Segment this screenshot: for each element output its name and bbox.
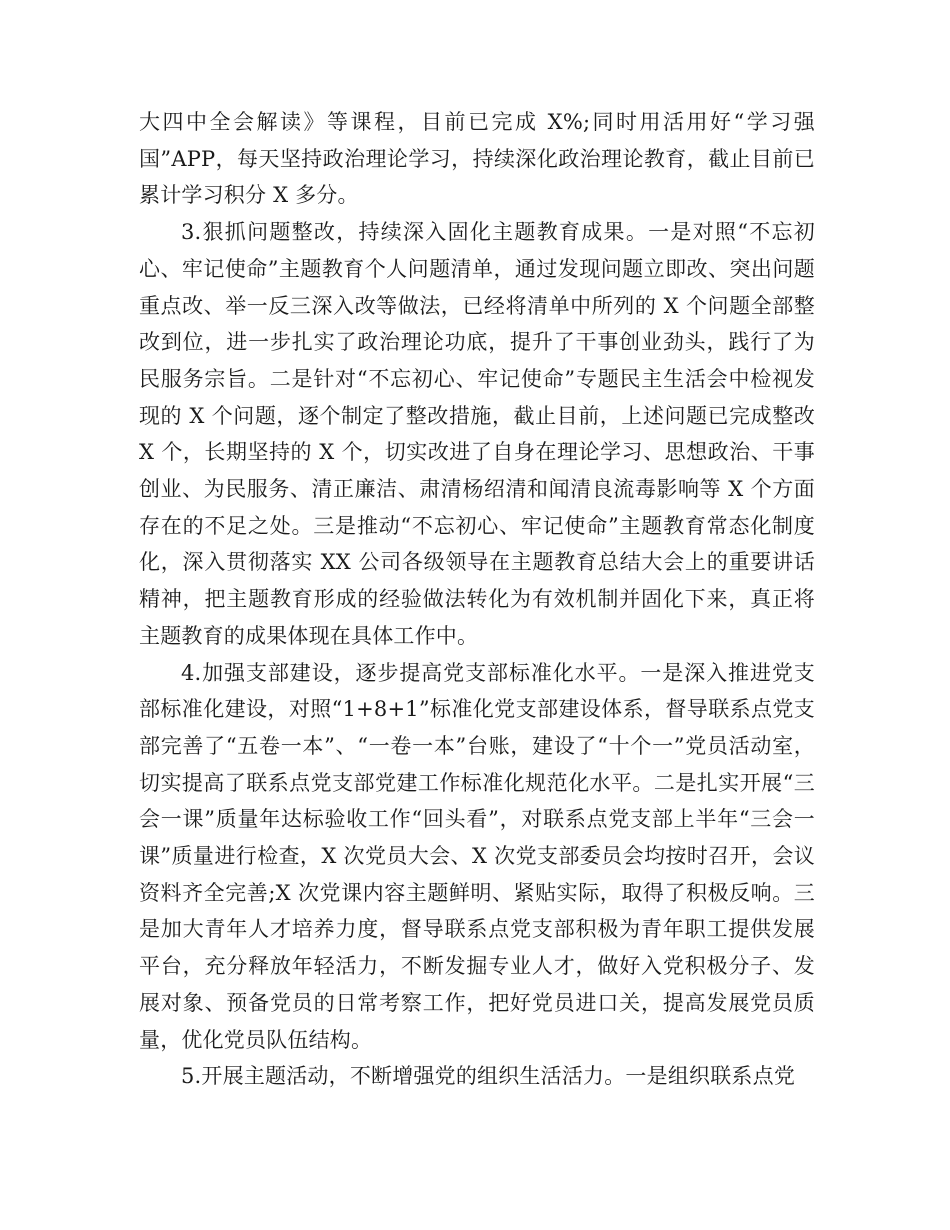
paragraph-item-3: 3.狠抓问题整改，持续深入固化主题教育成果。一是对照“不忘初心、牢记使命”主题教育个人问题清单，通过发现问题立即改、突出问题重点改、举一反三深入改等做法，已经将清单中所列的 X 个问题全部整改到位，进一步扎实了政治理论功底，提升了干事创业劲头，践行了为民服务宗旨。二是针对“不忘初心、牢记使命”专题民主生活会中检视发现的 X 个问题，逐个制定了整改措施，截止目前，上述问题已完成整改 X 个，长期坚持的 X 个，切实改进了自身在理论学习、思想政治、干事创业、为民服务、清正廉洁、肃清杨绍清和闻清良流毒影响等 X 个方面存在的不足之处。三是推动“不忘初心、牢记使命”主题教育常态化制度化，深入贯彻落实 XX 公司各级领导在主题教育总结大会上的重要讲话精神，把主题教育形成的经验做法转化为有效机制并固化下来，真正将主题教育的成果体现在具体工作中。 xyxy=(139,220,815,648)
paragraph-item-5: 5.开展主题活动，不断增强党的组织生活活力。一是组织联系点党 xyxy=(181,1064,796,1089)
document-body xyxy=(139,104,815,1095)
paragraph-item-4: 4.加强支部建设，逐步提高党支部标准化水平。一是深入推进党支部标准化建设，对照“1+8+1”标准化党支部建设体系，督导联系点党支部完善了“五卷一本”、“一卷一本”台账，建设了“十个一”党员活动室，切实提高了联系点党支部党建工作标准化规范化水平。二是扎实开展“三会一课”质量年达标验收工作“回头看”，对联系点党支部上半年“三会一课”质量进行检查，X 次党员大会、X 次党支部委员会均按时召开，会议资料齐全完善;X 次党课内容主题鲜明、紧贴实际，取得了积极反响。三是加大青年人才培养力度，督导联系点党支部积极为青年职工提供发展平台，充分释放年轻活力，不断发掘专业人才，做好入党积极分子、发展对象、预备党员的日常考察工作，把好党员进口关，提高发展党员质量，优化党员队伍结构。 xyxy=(139,660,815,1052)
paragraph-continuation: 大四中全会解读》等课程，目前已完成 X%;同时用活用好“学习强国”APP，每天坚持政治理论学习，持续深化政治理论教育，截止目前已累计学习积分 X 多分。 xyxy=(139,110,815,208)
